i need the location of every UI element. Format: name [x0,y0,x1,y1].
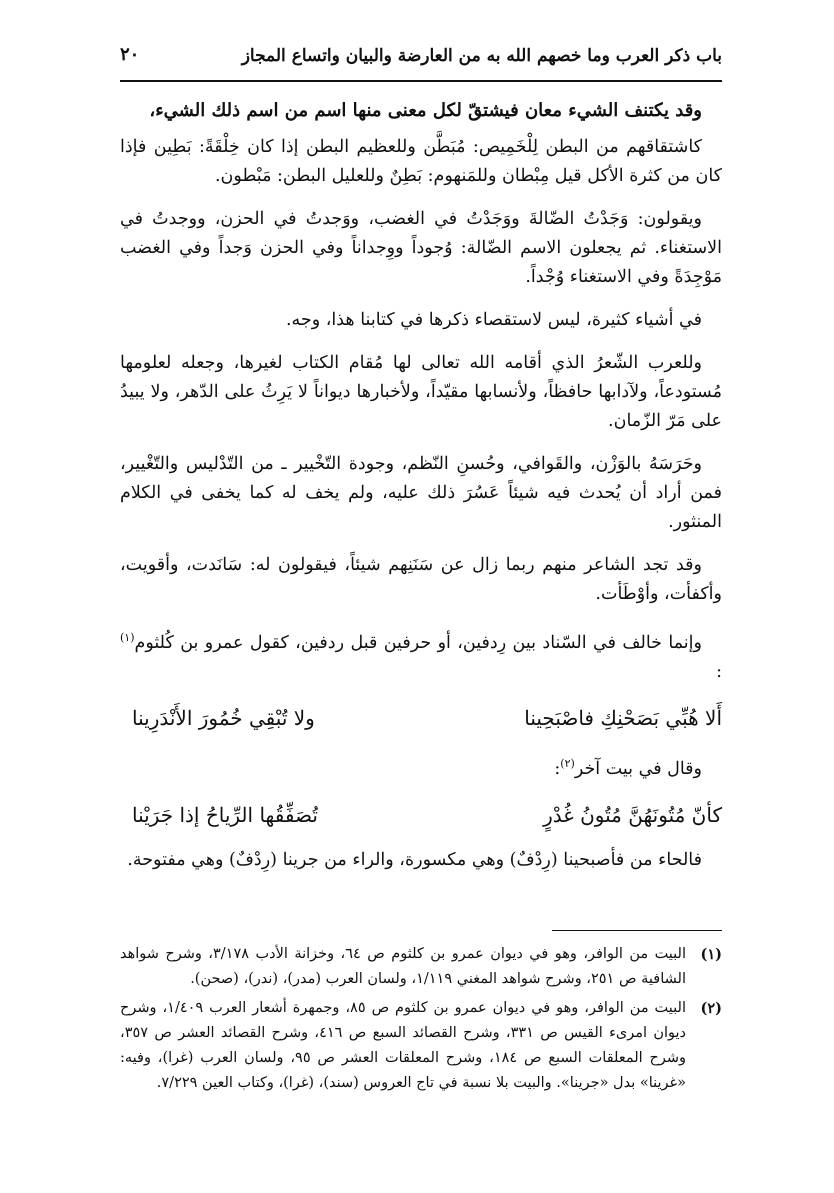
verse-2-second-hemistich: تُصَفِّقُها الرِّياحُ إذا جَرَيْنا [132,802,318,827]
verse-2-first-hemistich: كأنّ مُتُونَهُنَّ مُتُونُ غُدْرٍ [543,802,722,827]
paragraph: ويقولون: وَجَدْتُ الضّالةَ ووَجَدْتُ في الغضب، ووَجدتُ في الحزن، ووجدتُ في الاستغناء. ثم يجعلون الاسم الضّالة: وُجوداً ووِجداناً وفي الحزن وَجداً وفي الغضب مَوْجِدَةً وفي الاستغناء وُجْداً. [120,209,722,287]
paragraph: وحَرَسَهُ بالوَزْن، والقَوافي، وحُسنِ النّظم، وجودة التّخْيير ـ من التّدْليس والتّغْيير، فمن أراد أن يُحدث فيه شيئاً عَسُرَ ذلك عليه، ولم يخف له كما يخفى في الكلام المنثور. [120,454,722,532]
footnote-1 [120,942,722,992]
colon: : [716,661,722,682]
verse-1-second-hemistich: ولا تُبْقِي خُمُورَ الأَنْدَرِينا [132,705,315,730]
verse-intro-text: وقال في بيت آخر [574,758,702,779]
footnote-ref-2: (٢) [560,756,575,770]
page-number: ٢٠ [120,44,140,65]
poem-intro-text: وإنما خالف في السّناد بين رِدفين، أو حرفين قبل ردفين، كقول عمرو بن كُلثوم [134,632,702,653]
paragraph: في أشياء كثيرة، ليس لاستقصاء ذكرها في كتابنا هذا، وجه. [285,310,702,330]
paragraph: كاشتقاقهم من البطن لِلْخَمِيص: مُبَطَّن وللعظيم البطن إذا كان خِلْقَةً: بَطِين فإذا كان من كثرة الأكل قيل مِبْطان وللمَنهوم: بَطِنٌ وللعليل البطن: مَبْطون. [120,137,722,186]
footnote-2 [120,996,722,1096]
colon: : [554,758,561,779]
footnote-marker: (٢) [700,1000,722,1017]
verse-1-first-hemistich: أَلا هُبِّي بَصَحْنِكِ فاصْبَحِينا [524,705,722,730]
paragraph: وللعرب الشّعرُ الذي أقامه الله تعالى لها مُقام الكتاب لغيرها، وجعله لعلومها مُستودعاً، ولآدابها حافظاً، ولأنسابها مقيّداً، ولأخبارها ديواناً لا يَرِثُ على الدّهر، ولا يبيدُ على مَرّ الزّمان. [120,353,722,431]
footnote-divider [552,930,722,931]
paragraph-closing: فالحاء من فأصبحينا (رِدْفٌ) وهي مكسورة، والراء من جرينا (رِدْفٌ) وهي مفتوحة. [127,849,702,870]
main-text [120,96,722,889]
paragraph: وقد تجد الشاعر منهم ربما زال عن سَنَنِهم شيئاً، فيقولون له: سَانَدت، وأقويت، وأكفأت، وأوْطَأت. [120,555,722,604]
paragraph-verse-intro [120,749,722,784]
footnote-text: البيت من الوافر، وهو في ديوان عمرو بن كلثوم ص ٨٥، وجمهرة أشعار العرب ١/٤٠٩، وشرح ديوان امرىء القيس ص ٣٣١، وشرح القصائد السبع ص ٤١٦، وشرح القصائد العشر ص ٣٥٧، وشرح المعلقات السبع ص ١٨٤، وشرح المعلقات العشر ص ٩٥، ولسان العرب (غرا)، وفيه: «غرينا» بدل «جرينا». والبيت بلا نسبة في تاج العروس (سند)، (غرا)، وكتاب العين ٧/٢٢٩. [120,1000,686,1091]
page-header [120,40,722,82]
paragraph-poem-intro [120,623,722,687]
poem-verse-1 [120,701,722,735]
running-title: باب ذكر العرب وما خصهم الله به من العارضة والبيان واتساع المجاز [241,46,722,66]
poem-verse-2 [120,798,722,832]
footnotes [120,942,722,1100]
footnote-text: البيت من الوافر، وهو في ديوان عمرو بن كلثوم ص ٦٤، وخزانة الأدب ٣/١٧٨، وشرح شواهد الشافية ص ٢٥١، وشرح شواهد المغني ١/١١٩، ولسان العرب (مدر)، (ندر)، (صحن). [120,946,687,987]
footnote-marker: (١) [700,946,722,963]
footnote-ref-1: (١) [120,631,135,644]
paragraph-lead: وقد يكتنف الشيء معان فيشتقّ لكل معنى منها اسم من اسم ذلك الشيء، [149,100,702,121]
